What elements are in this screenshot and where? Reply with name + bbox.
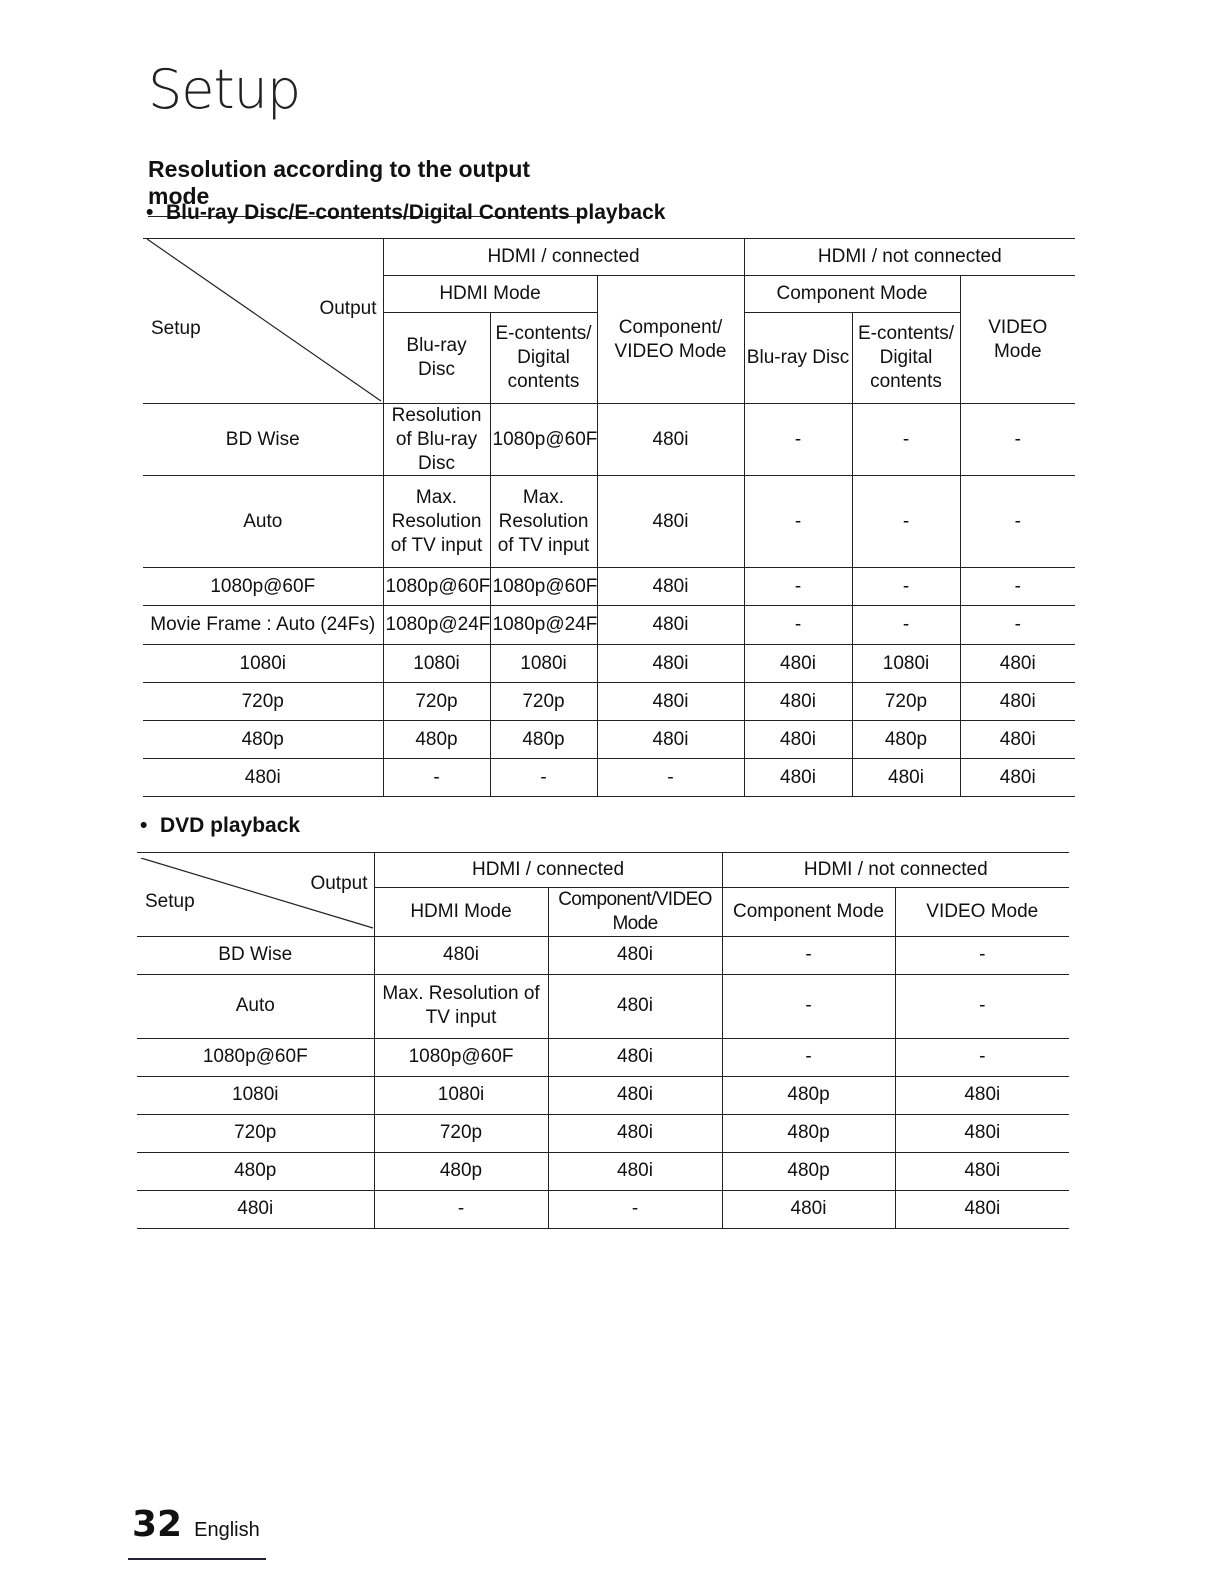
table-row: [143, 404, 1075, 476]
hdmi-connected-header: HDMI / connected: [383, 239, 744, 276]
table-cell: -: [722, 974, 895, 1038]
component-mode-header: Component Mode: [722, 888, 895, 937]
setup-cell: Auto: [137, 974, 374, 1038]
table-row: [137, 1076, 1069, 1114]
table-cell: -: [374, 1190, 548, 1228]
section-heading: Resolution according to the output mode: [148, 156, 586, 217]
table-cell: 480p: [722, 1076, 895, 1114]
table-cell: 480i: [597, 606, 744, 645]
table-cell: 1080p@60F: [374, 1038, 548, 1076]
setup-cell: BD Wise: [143, 404, 383, 476]
video-mode-header: VIDEO Mode: [895, 888, 1069, 937]
table-cell: 480i: [744, 645, 852, 683]
table-cell: 480i: [722, 1190, 895, 1228]
table-cell: -: [960, 404, 1075, 476]
setup-cell: 480i: [143, 759, 383, 797]
table-row: [143, 645, 1075, 683]
table-cell: 1080i: [374, 1076, 548, 1114]
bluray-disc-header: Blu-ray Disc: [383, 313, 490, 404]
table-row: [137, 936, 1069, 974]
component-video-mode-header: Component/ VIDEO Mode: [597, 276, 744, 404]
table-cell: 480i: [597, 683, 744, 721]
table-cell: 480i: [597, 721, 744, 759]
table-row: [137, 1152, 1069, 1190]
table-row: [143, 721, 1075, 759]
video-mode-header: VIDEO Mode: [960, 276, 1075, 404]
table-cell: 1080i: [490, 645, 597, 683]
table-cell: 1080p@24F: [383, 606, 490, 645]
table-cell: -: [548, 1190, 722, 1228]
table-cell: Max. Resolution of TV input: [383, 476, 490, 568]
corner-header: [143, 239, 383, 404]
table-row: [143, 568, 1075, 606]
table-cell: 480i: [597, 645, 744, 683]
hdmi-mode-header: HDMI Mode: [374, 888, 548, 937]
table-row: [137, 1190, 1069, 1228]
table-cell: -: [744, 606, 852, 645]
table-row: [143, 759, 1075, 797]
table-cell: -: [852, 606, 960, 645]
table-cell: 480i: [548, 1114, 722, 1152]
table-cell: -: [960, 476, 1075, 568]
table-cell: -: [960, 606, 1075, 645]
table-cell: -: [744, 404, 852, 476]
table-cell: 480i: [597, 568, 744, 606]
setup-cell: 1080i: [143, 645, 383, 683]
econtents-header: E-contents/ Digital contents: [490, 313, 597, 404]
table-cell: -: [852, 404, 960, 476]
bluray-disc-header-nc: Blu-ray Disc: [744, 313, 852, 404]
setup-cell: 1080p@60F: [137, 1038, 374, 1076]
table-row: [137, 974, 1069, 1038]
table-cell: 480i: [374, 936, 548, 974]
table-cell: 480i: [895, 1152, 1069, 1190]
bullet-icon: •: [146, 201, 154, 224]
table-cell: 480i: [895, 1076, 1069, 1114]
table-cell: 720p: [383, 683, 490, 721]
table-cell: Max. Resolution of TV input: [490, 476, 597, 568]
table-cell: 480p: [383, 721, 490, 759]
hdmi-not-connected-header: HDMI / not connected: [722, 853, 1069, 888]
table-cell: 720p: [490, 683, 597, 721]
setup-cell: 720p: [143, 683, 383, 721]
setup-cell: 480p: [137, 1152, 374, 1190]
table-cell: 480p: [852, 721, 960, 759]
dvd-playback-title: DVD playback: [160, 814, 301, 837]
table-cell: 1080p@60F: [383, 568, 490, 606]
bd-resolution-table: [143, 238, 1075, 797]
setup-cell: 1080i: [137, 1076, 374, 1114]
table-cell: 480i: [895, 1190, 1069, 1228]
table-cell: 480p: [490, 721, 597, 759]
table-cell: 720p: [852, 683, 960, 721]
page-number: 32: [132, 1504, 183, 1545]
setup-cell: 720p: [137, 1114, 374, 1152]
table-cell: 480i: [548, 1152, 722, 1190]
language-label: English: [194, 1519, 260, 1541]
table-cell: 480i: [960, 645, 1075, 683]
econtents-header-nc: E-contents/ Digital contents: [852, 313, 960, 404]
table-cell: 480i: [744, 759, 852, 797]
table-cell: 480i: [548, 974, 722, 1038]
hdmi-mode-header: HDMI Mode: [383, 276, 597, 313]
table-cell: Max. Resolution of TV input: [374, 974, 548, 1038]
table-cell: 480i: [852, 759, 960, 797]
dvd-resolution-table: [137, 852, 1069, 1229]
corner-output-label: Output: [310, 873, 368, 895]
corner-output-label: Output: [319, 298, 377, 319]
table-cell: 480i: [960, 683, 1075, 721]
table-cell: 720p: [374, 1114, 548, 1152]
page-title: Setup: [148, 58, 301, 121]
table-cell: 480i: [744, 683, 852, 721]
bullet-icon: •: [140, 814, 148, 837]
table-cell: 480i: [548, 1076, 722, 1114]
table-cell: -: [383, 759, 490, 797]
table-cell: 480i: [597, 404, 744, 476]
table-cell: -: [960, 568, 1075, 606]
table-cell: 1080p@24F: [490, 606, 597, 645]
table-cell: 480p: [722, 1114, 895, 1152]
table-row: [143, 683, 1075, 721]
hdmi-connected-header: HDMI / connected: [374, 853, 722, 888]
table-cell: 480i: [895, 1114, 1069, 1152]
table-cell: 1080i: [383, 645, 490, 683]
bd-playback-title: Blu-ray Disc/E-contents/Digital Contents playback: [166, 201, 666, 224]
corner-header: [137, 853, 374, 937]
table-cell: -: [597, 759, 744, 797]
page-footer: [132, 1504, 260, 1545]
table-cell: 1080p@60F: [490, 404, 597, 476]
hdmi-not-connected-header: HDMI / not connected: [744, 239, 1075, 276]
table-row: [137, 1114, 1069, 1152]
table-cell: -: [744, 476, 852, 568]
setup-cell: Movie Frame : Auto (24Fs): [143, 606, 383, 645]
setup-cell: 1080p@60F: [143, 568, 383, 606]
component-mode-header: Component Mode: [744, 276, 960, 313]
table-row: [137, 1038, 1069, 1076]
table-cell: -: [722, 936, 895, 974]
table-cell: -: [895, 974, 1069, 1038]
footer-rule: [128, 1558, 266, 1560]
table-cell: -: [490, 759, 597, 797]
setup-cell: Auto: [143, 476, 383, 568]
table-cell: -: [895, 1038, 1069, 1076]
table-cell: -: [852, 476, 960, 568]
table-cell: 480i: [597, 476, 744, 568]
table-cell: -: [852, 568, 960, 606]
setup-cell: BD Wise: [137, 936, 374, 974]
table-cell: -: [722, 1038, 895, 1076]
table-cell: 480i: [548, 936, 722, 974]
table-cell: 480i: [744, 721, 852, 759]
table-cell: Resolution of Blu-ray Disc: [383, 404, 490, 476]
table-cell: 480p: [722, 1152, 895, 1190]
component-video-mode-header: Component/VIDEO Mode: [548, 888, 722, 937]
corner-setup-label: Setup: [151, 318, 201, 339]
table-row: [143, 476, 1075, 568]
bd-playback-heading: [146, 201, 665, 225]
table-row: [143, 606, 1075, 645]
table-cell: 480p: [374, 1152, 548, 1190]
table-cell: 1080p@60F: [490, 568, 597, 606]
table-cell: -: [744, 568, 852, 606]
table-cell: 480i: [960, 721, 1075, 759]
dvd-playback-heading: [140, 814, 300, 838]
table-cell: 480i: [548, 1038, 722, 1076]
setup-cell: 480i: [137, 1190, 374, 1228]
table-cell: -: [895, 936, 1069, 974]
table-cell: 480i: [960, 759, 1075, 797]
table-cell: 1080i: [852, 645, 960, 683]
setup-cell: 480p: [143, 721, 383, 759]
corner-setup-label: Setup: [145, 891, 195, 913]
